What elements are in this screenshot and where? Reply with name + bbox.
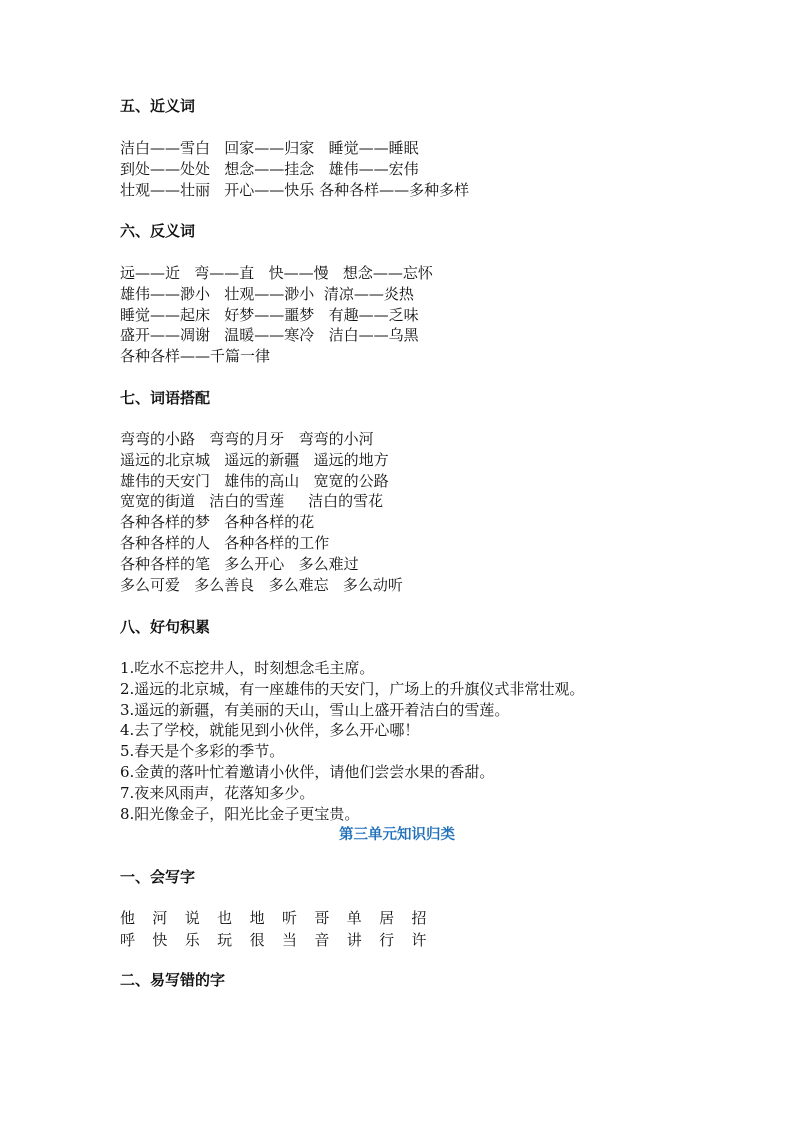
sentence-line: 8.阳光像金子，阳光比金子更宝贵。 [120,804,360,823]
good-sentences-list [120,658,584,824]
sentence-line: 2.遥远的北京城，有一座雄伟的天安门，广场上的升旗仪式非常壮观。 [120,679,585,698]
char-cell: 听 [281,909,297,927]
antonyms-line: 各种各样——千篇一律 [120,347,271,366]
word-pairing-line: 多么可爱 多么善良 多么难忘 多么动听 [120,575,403,594]
heading-antonyms: 六、反义词 [120,222,196,240]
char-cell: 呼 [120,931,136,949]
word-pairing-line: 弯弯的小路 弯弯的月牙 弯弯的小河 [120,430,374,448]
char-cell: 地 [249,909,265,927]
antonyms-line: 睡觉——起床 好梦——噩梦 有趣——乏味 [120,305,419,324]
char-cell: 讲 [346,931,362,949]
heading-synonyms: 五、近义词 [120,97,196,115]
char-cell: 快 [152,931,168,949]
antonyms-line: 盛开——凋谢 温暖——寒冷 洁白——乌黑 [120,326,419,345]
sentence-line: 6.金黄的落叶忙着邀请小伙伴，请他们尝尝水果的香甜。 [120,762,495,781]
char-row [120,929,444,951]
char-cell: 很 [249,931,265,949]
char-cell: 音 [314,931,330,949]
char-row [120,907,444,929]
heading-good-sentences: 八、好句积累 [120,618,211,636]
char-cell: 他 [120,909,136,927]
char-cell: 单 [346,909,362,927]
word-pairing-list [120,429,403,595]
antonyms-line: 雄伟——渺小 壮观——渺小 清凉——炎热 [120,284,414,303]
char-cell: 河 [152,909,168,927]
char-cell: 行 [379,931,395,949]
char-cell: 许 [411,931,427,949]
synonyms-line: 壮观——壮丽 开心——快乐 各种各样——多种多样 [120,180,470,199]
word-pairing-line: 各种各样的人 各种各样的工作 [120,533,330,552]
char-cell: 招 [411,909,427,927]
char-cell: 也 [217,909,233,927]
sentence-line: 3.遥远的新疆，有美丽的天山，雪山上盛开着洁白的雪莲。 [120,700,510,719]
word-pairing-line: 雄伟的天安门 雄伟的高山 宽宽的公路 [120,471,389,490]
heading-writable-chars: 一、会写字 [120,868,196,886]
char-cell: 乐 [184,931,200,949]
char-cell: 居 [379,909,395,927]
unit-title: 第三单元知识归类 [339,827,455,843]
sentence-line: 7.夜来风雨声，花落知多少。 [120,783,315,802]
char-cell: 玩 [217,931,233,949]
sentence-line: 5.春天是个多彩的季节。 [120,742,285,761]
word-pairing-line: 宽宽的街道 洁白的雪莲 洁白的雪花 [120,492,384,511]
antonyms-line: 远——近 弯——直 快——慢 想念——忘怀 [120,264,433,282]
writable-chars-grid [120,907,444,951]
synonyms-line: 到处——处处 想念——挂念 雄伟——宏伟 [120,159,419,178]
sentence-line: 4.去了学校，就能见到小伙伴，多么开心哪！ [120,721,420,740]
char-cell: 说 [184,909,200,927]
heading-error-prone-chars: 二、易写错的字 [120,971,226,989]
antonyms-list [120,263,433,367]
heading-word-pairing: 七、词语搭配 [120,389,211,407]
char-cell: 当 [281,931,297,949]
synonyms-list [120,138,469,200]
word-pairing-line: 各种各样的梦 各种各样的花 [120,513,315,532]
sentence-line: 1.吃水不忘挖井人，时刻想念毛主席。 [120,659,375,677]
char-cell: 哥 [314,909,330,927]
word-pairing-line: 各种各样的笔 多么开心 多么难过 [120,554,359,573]
word-pairing-line: 遥远的北京城 遥远的新疆 遥远的地方 [120,450,389,469]
synonyms-line: 洁白——雪白 回家——归家 睡觉——睡眠 [120,139,419,157]
